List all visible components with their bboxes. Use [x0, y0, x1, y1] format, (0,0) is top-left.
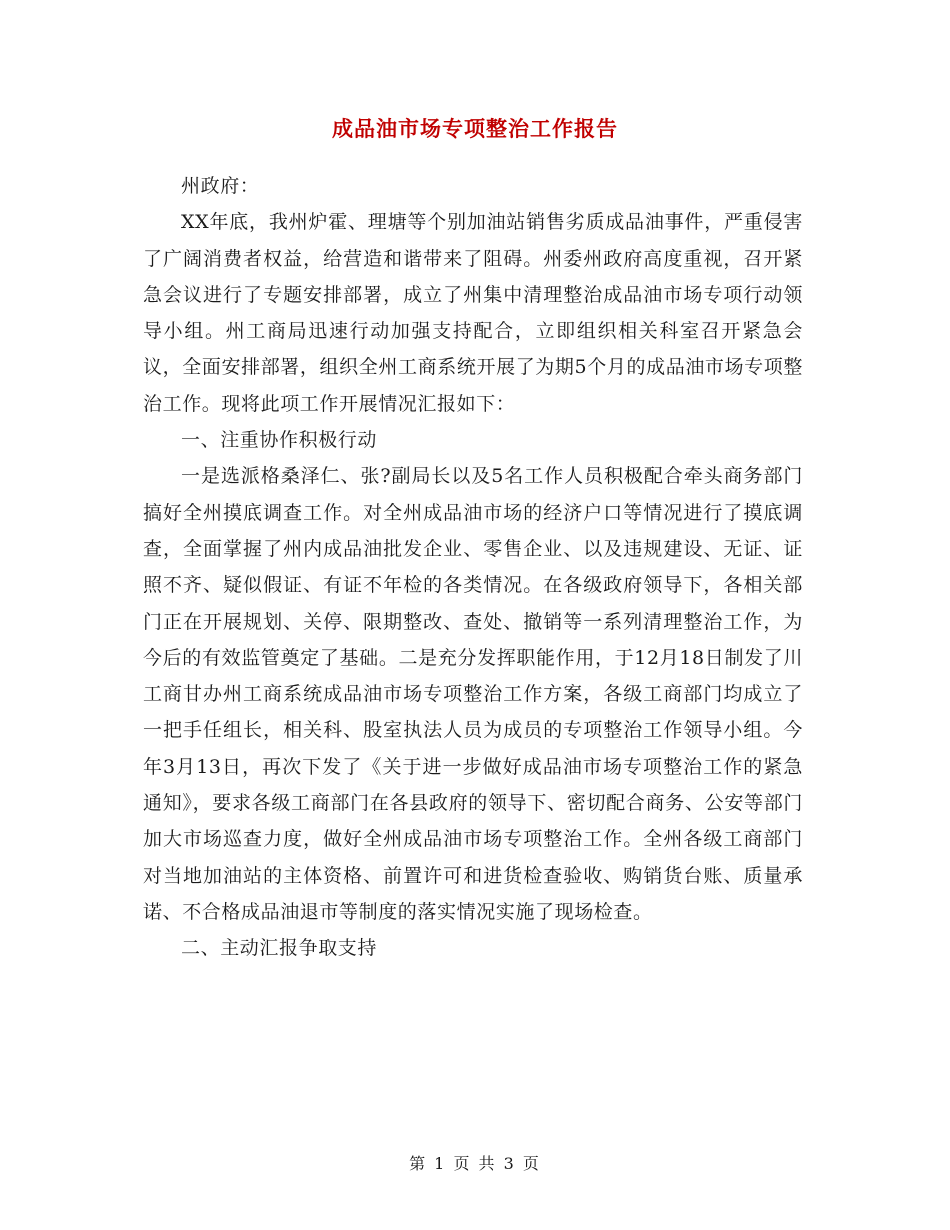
document-title: 成品油市场专项整治工作报告: [332, 116, 618, 141]
paragraph-intro: XX年底，我州炉霍、理塘等个别加油站销售劣质成品油事件，严重侵害了广阔消费者权益，给营造和谐带来了阻碍。州委州政府高度重视，召开紧急会议进行了专题安排部署，成立了州集中清理整治成品油市场专项行动领导小组。州工商局迅速行动加强支持配合，立即组织相关科室召开紧急会议，全面安排部署，组织全州工商系统开展了为期5个月的成品油市场专项整治工作。现将此项工作开展情况汇报如下：: [143, 211, 803, 415]
section-heading-2: 二、主动汇报争取支持: [181, 937, 378, 960]
paragraph-section-1: 一是选派格桑泽仁、张?副局长以及5名工作人员积极配合牵头商务部门搞好全州摸底调查工作。对全州成品油市场的经济户口等情况进行了摸底调查，全面掌握了州内成品油批发企业、零售企业、以及违规建设、无证、证照不齐、疑似假证、有证不年检的各类情况。在各级政府领导下，各相关部门正在开展规划、关停、限期整改、查处、撤销等一系列清理整治工作，为今后的有效监管奠定了基础。二是充分发挥职能作用，于12月18日制发了川工商甘办州工商系统成品油市场专项整治工作方案，各级工商部门均成立了一把手任组长，相关科、股室执法人员为成员的专项整治工作领导小组。今年3月13日，再次下发了《关于进一步做好成品油市场专项整治工作的紧急通知》，要求各级工商部门在各县政府的领导下、密切配合商务、公安等部门加大市场巡查力度，做好全州成品油市场专项整治工作。全州各级工商部门对当地加油站的主体资格、前置许可和进货检查验收、购销货台账、质量承诺、不合格成品油退市等制度的落实情况实施了现场检查。: [143, 465, 803, 923]
section-heading-1: 一、注重协作积极行动: [181, 429, 378, 452]
salutation: 州政府：: [181, 175, 260, 197]
document-body: [143, 168, 803, 967]
page-footer: 第 1 页 共 3 页: [409, 1154, 541, 1173]
